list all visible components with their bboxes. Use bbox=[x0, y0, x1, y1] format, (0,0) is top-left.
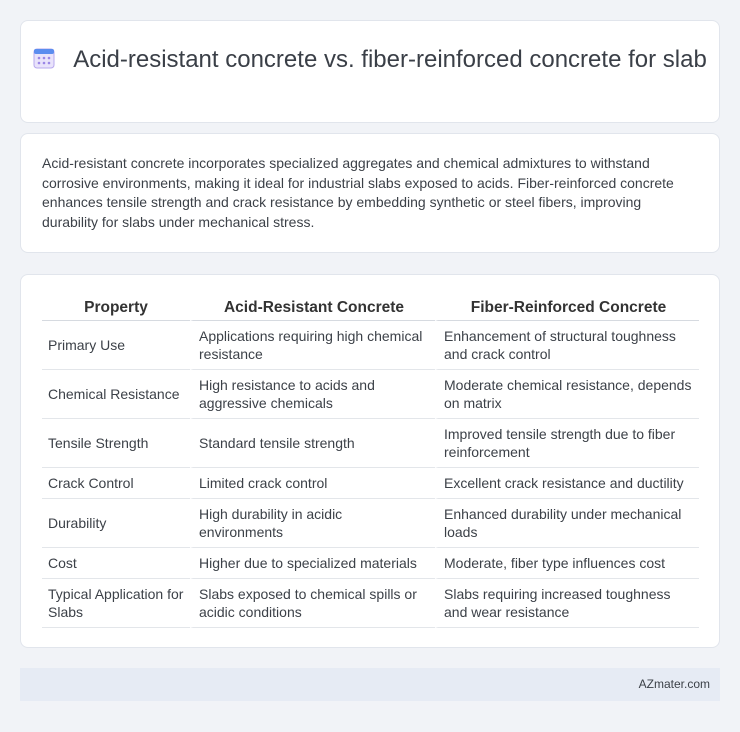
table-row bbox=[42, 370, 699, 419]
row-acid-value: Standard tensile strength bbox=[190, 419, 435, 468]
row-acid-value: Higher due to specialized materials bbox=[190, 548, 435, 579]
row-property: Chemical Resistance bbox=[42, 370, 190, 419]
table-row bbox=[42, 499, 699, 548]
header-acid-resistant: Acid-Resistant Concrete bbox=[190, 296, 435, 321]
table-row bbox=[42, 548, 699, 579]
row-property: Tensile Strength bbox=[42, 419, 190, 468]
row-fiber-value: Moderate chemical resistance, depends on matrix bbox=[435, 370, 699, 419]
title-text: Acid-resistant concrete vs. fiber-reinforced concrete for slab bbox=[73, 46, 707, 73]
row-fiber-value: Enhanced durability under mechanical loads bbox=[435, 499, 699, 548]
row-acid-value: Slabs exposed to chemical spills or acidic conditions bbox=[190, 579, 435, 628]
row-property: Typical Application for Slabs bbox=[42, 579, 190, 628]
comparison-card bbox=[20, 274, 720, 648]
calendar-icon bbox=[33, 47, 55, 77]
comparison-table bbox=[42, 296, 699, 628]
row-fiber-value: Enhancement of structural toughness and crack control bbox=[435, 321, 699, 370]
footer-site-link[interactable]: AZmater.com bbox=[638, 677, 710, 691]
row-fiber-value: Excellent crack resistance and ductility bbox=[435, 468, 699, 499]
table-row bbox=[42, 468, 699, 499]
header-fiber-reinforced: Fiber-Reinforced Concrete bbox=[435, 296, 699, 321]
page-title bbox=[21, 45, 719, 77]
row-property: Durability bbox=[42, 499, 190, 548]
row-acid-value: High durability in acidic environments bbox=[190, 499, 435, 548]
summary-card bbox=[20, 133, 720, 253]
table-header-row bbox=[42, 296, 699, 321]
row-fiber-value: Slabs requiring increased toughness and wear resistance bbox=[435, 579, 699, 628]
row-fiber-value: Moderate, fiber type influences cost bbox=[435, 548, 699, 579]
table-row bbox=[42, 419, 699, 468]
row-acid-value: Limited crack control bbox=[190, 468, 435, 499]
row-property: Cost bbox=[42, 548, 190, 579]
table-row bbox=[42, 579, 699, 628]
row-fiber-value: Improved tensile strength due to fiber reinforcement bbox=[435, 419, 699, 468]
row-acid-value: Applications requiring high chemical resistance bbox=[190, 321, 435, 370]
table-row bbox=[42, 321, 699, 370]
summary-text: Acid-resistant concrete incorporates specialized aggregates and chemical admixtures to withstand corrosive environments, making it ideal for industrial slabs exposed to acids. Fiber-reinforced concrete enhances tensile strength and crack resistance by embedding synthetic or steel fibers, improving durability for slabs under mechanical stress. bbox=[42, 155, 674, 230]
footer-bar bbox=[20, 668, 720, 701]
header-property: Property bbox=[42, 296, 190, 321]
title-card bbox=[20, 20, 720, 123]
row-property: Crack Control bbox=[42, 468, 190, 499]
row-property: Primary Use bbox=[42, 321, 190, 370]
row-acid-value: High resistance to acids and aggressive chemicals bbox=[190, 370, 435, 419]
